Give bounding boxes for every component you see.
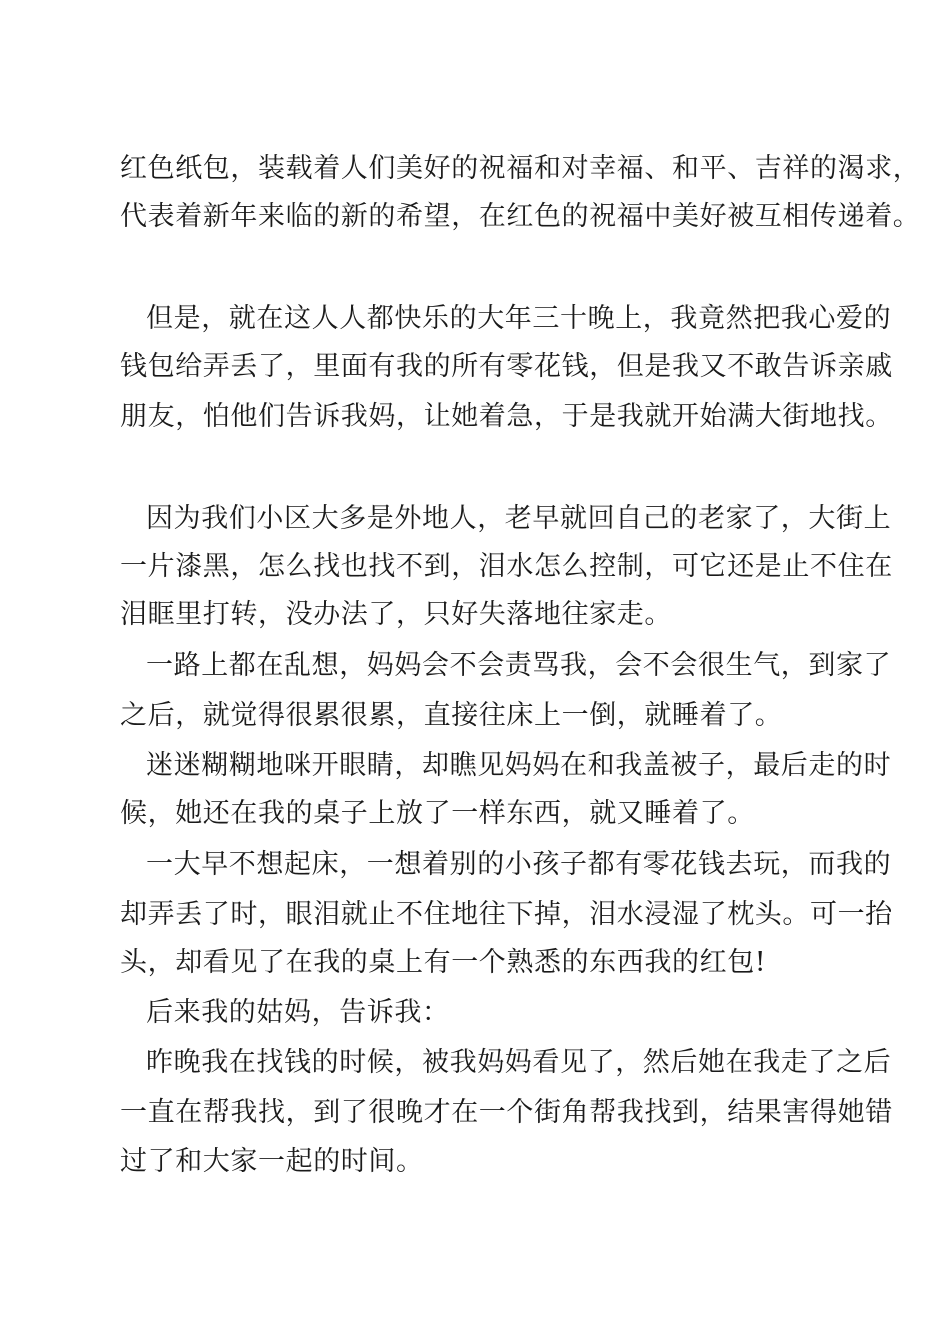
text-line: 昨晚我在找钱的时候，被我妈妈看见了，然后她在我走了之后 <box>146 1047 892 1078</box>
text-line: 但是，就在这人人都快乐的大年三十晚上，我竟然把我心爱的 <box>146 303 892 334</box>
text-line: 一直在帮我找，到了很晚才在一个街角帮我找到，结果害得她错 <box>120 1097 893 1128</box>
text-line: 朋友，怕他们告诉我妈，让她着急，于是我就开始满大街地找。 <box>120 401 893 432</box>
text-line: 代表着新年来临的新的希望，在红色的祝福中美好被互相传递着。 <box>120 201 921 232</box>
text-line: 一片漆黑，怎么找也找不到，泪水怎么控制，可它还是止不住在 <box>120 551 893 582</box>
text-line: 钱包给弄丢了，里面有我的所有零花钱，但是我又不敢告诉亲戚 <box>120 351 893 382</box>
text-line: 一路上都在乱想，妈妈会不会责骂我，会不会很生气，到家了 <box>146 650 892 681</box>
text-line: 过了和大家一起的时间。 <box>120 1146 424 1177</box>
text-line: 候，她还在我的桌子上放了一样东西，就又睡着了。 <box>120 798 755 829</box>
text-line: 却弄丢了时，眼泪就止不住地往下掉，泪水浸湿了枕头。可一抬 <box>120 899 893 930</box>
text-line: 因为我们小区大多是外地人，老早就回自己的老家了，大街上 <box>146 503 892 534</box>
text-line: 泪眶里打转，没办法了，只好失落地往家走。 <box>120 599 672 630</box>
text-line: 红色纸包，装载着人们美好的祝福和对幸福、和平、吉祥的渴求， <box>120 153 921 184</box>
text-line: 一大早不想起床，一想着别的小孩子都有零花钱去玩，而我的 <box>146 849 892 880</box>
text-line: 迷迷糊糊地咪开眼睛，却瞧见妈妈在和我盖被子，最后走的时 <box>146 750 892 781</box>
text-line: 头，却看见了在我的桌上有一个熟悉的东西我的红包! <box>120 947 767 978</box>
text-line: 后来我的姑妈，告诉我： <box>146 997 450 1028</box>
text-line: 之后，就觉得很累很累，直接往床上一倒，就睡着了。 <box>120 700 783 731</box>
